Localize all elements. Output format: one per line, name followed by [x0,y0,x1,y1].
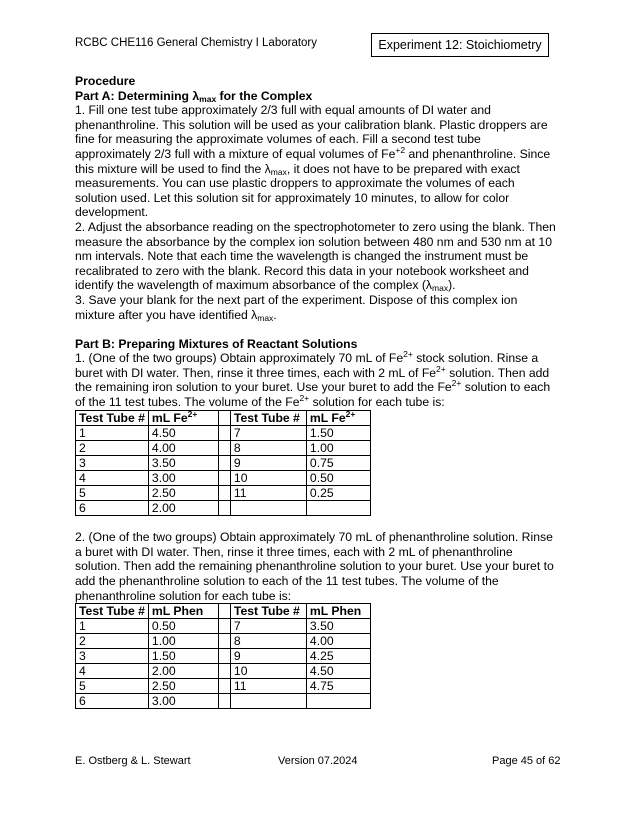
table-cell: 7 [230,619,306,634]
table-cell: 3 [76,455,149,470]
spacer-cell [218,425,230,440]
table-row [76,425,371,440]
part-a-step-2: 2. Adjust the absorbance reading on the spectrophotometer to zero using the blank. Then measure the absorbance by the complex ion solution between 480 nm and 530 nm at 10 nm intervals. Note that each time the wavelength is changed the instrument must be recalibrated to zero with the blank. Record this data in your notebook worksheet and identify the wavelength of maximum absorbance of the complex $(\lambda_{max})$. [75,219,556,294]
table-cell: 2.50 [148,485,218,500]
table-cell: 3.50 [148,455,218,470]
table-cell: 4 [76,664,149,679]
table-cell: 1.50 [306,425,370,440]
table-cell: 3 [76,649,149,664]
table-cell: 1.00 [148,634,218,649]
table-cell: 10 [230,470,306,485]
spacer-cell [218,410,230,425]
table-cell [230,694,306,709]
table-cell: 1 [76,425,149,440]
table-cell: 4.75 [306,679,370,694]
part-b-step-2: 2. (One of the two groups) Obtain approximately 70 mL of phenanthroline solution. Rinse a buret with DI water. Then, rinse it three times, each with 2 mL of phenanthroline solution. Then add the remaining phenanthroline solution to your buret. Use your buret to add the phenanthroline solution to each of the 11 test tubes. The volume of the phenanthroline solution for each tube is: [75,530,554,603]
fe-volume-table [75,410,371,516]
column-header: mL Phen [306,604,370,619]
table-cell: 6 [76,500,149,515]
table-row [76,649,371,664]
table-row [76,485,371,500]
table-row [76,500,371,515]
footer-version: Version 07.2024 [278,755,358,767]
table-cell: 11 [230,485,306,500]
table-cell: 4.25 [306,649,370,664]
part-b-step-1: 1. (One of the two groups) Obtain approximately 70 mL of $Fe^{2+}$ stock solution. Rinse a buret with DI water. Then, rinse it three times, each with 2 mL of $Fe^{2+}$ solution. Then add the remaining iron solution to your buret. Use your buret to add the $Fe^{2+}$ solution to each of the 11 test tubes. The volume of the $Fe^{2+}$ solution for each tube is: [75,349,551,410]
table-cell: 1.00 [306,440,370,455]
column-header: Test Tube # [76,410,149,425]
part-b-heading: Part B: Preparing Mixtures of Reactant Solutions [75,336,358,351]
table-cell: 9 [230,649,306,664]
table-cell: 7 [230,425,306,440]
table-cell: 0.75 [306,455,370,470]
table-cell: 2.50 [148,679,218,694]
phen-volume-table [75,603,371,709]
table-row [76,440,371,455]
table-cell: 3.00 [148,470,218,485]
table-cell: 1 [76,619,149,634]
table-cell [306,500,370,515]
experiment-title-box: Experiment 12: Stoichiometry [371,33,549,57]
column-header: Test Tube # [76,604,149,619]
table-cell: 3.00 [148,694,218,709]
table-cell: 0.25 [306,485,370,500]
table-cell: 10 [230,664,306,679]
table-row [76,619,371,634]
table-header-row [76,604,371,619]
column-header: mL $Fe^{2+}$ [306,410,370,425]
table-cell [306,694,370,709]
table-row [76,664,371,679]
spacer-cell [218,485,230,500]
table-cell: 5 [76,485,149,500]
part-a-heading: Part A: Determining $\lambda_{max}$ for the Complex [75,88,313,104]
table-cell: 0.50 [306,470,370,485]
table-cell: 8 [230,440,306,455]
footer-authors: E. Ostberg & L. Stewart [75,755,191,767]
spacer-cell [218,500,230,515]
spacer-cell [218,679,230,694]
spacer-cell [218,694,230,709]
spacer-cell [218,470,230,485]
table-cell: 4.00 [306,634,370,649]
table-cell [230,500,306,515]
table-cell: 3.50 [306,619,370,634]
part-a-step-1: 1. Fill one test tube approximately 2/3 full with equal amounts of DI water and phenanthroline. This solution will be used as your calibration blank. Plastic droppers are fine for measuring the approximate volumes of each. Fill a second test tube approximately 2/3 full with a mixture of equal volumes of $Fe^{+2}$ and phenanthroline. Since this mixture will be used to find the $\lambda_{max}$, it does not have to be prepared with exact measurements. You can use plastic droppers to approximate the volumes of each solution used. Let this solution sit for approximately 10 minutes, to allow for color development. [75,103,551,220]
table-row [76,634,371,649]
table-row [76,470,371,485]
table-row [76,694,371,709]
part-a-step-3: 3. Save your blank for the next part of the experiment. Dispose of this complex ion mixture after you have identified $\lambda_{max}$. [75,292,518,323]
table-cell: 11 [230,679,306,694]
table-cell: 8 [230,634,306,649]
table-cell: 5 [76,679,149,694]
table-cell: 6 [76,694,149,709]
table-header-row [76,410,371,425]
table-cell: 2.00 [148,664,218,679]
spacer-cell [218,649,230,664]
table-cell: 4.50 [306,664,370,679]
spacer-cell [218,634,230,649]
table-cell: 2.00 [148,500,218,515]
table-cell: 9 [230,455,306,470]
spacer-cell [218,604,230,619]
spacer-cell [218,440,230,455]
column-header: mL $Fe^{2+}$ [148,410,218,425]
column-header: mL Phen [148,604,218,619]
course-title: RCBC CHE116 General Chemistry I Laboratory [75,37,318,49]
procedure-heading: Procedure [75,74,136,88]
table-row [76,455,371,470]
table-cell: 4 [76,470,149,485]
table-cell: 4.00 [148,440,218,455]
table-cell: 4.50 [148,425,218,440]
table-cell: 2 [76,634,149,649]
column-header: Test Tube # [230,604,306,619]
table-cell: 0.50 [148,619,218,634]
column-header: Test Tube # [230,410,306,425]
spacer-cell [218,664,230,679]
table-cell: 2 [76,440,149,455]
footer-page-number: Page 45 of 62 [492,755,561,767]
document-body [75,74,557,709]
spacer-cell [218,455,230,470]
table-row [76,679,371,694]
spacer-cell [218,619,230,634]
table-cell: 1.50 [148,649,218,664]
